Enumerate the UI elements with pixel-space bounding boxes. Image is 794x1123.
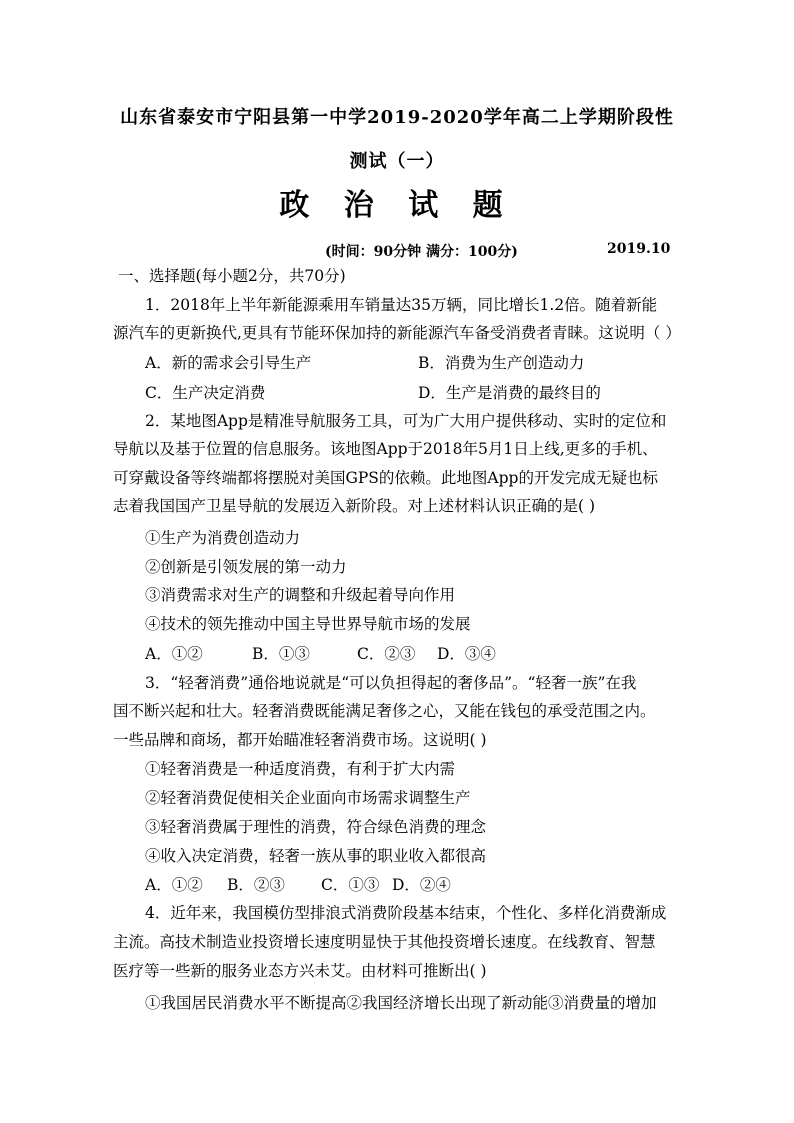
q3-statement: ③轻奢消费属于理性的消费，符合绿色消费的理念 <box>145 818 487 836</box>
q1-option-b: B．消费为生产创造动力 <box>418 354 585 372</box>
q4-line: 医疗等一些新的服务业态方兴未艾。由材料可推断出( ) <box>113 962 487 980</box>
q3-option-c: C．①③ <box>321 876 380 894</box>
q2-option-c: C．②③ <box>357 645 416 663</box>
q2-option-b: B．①③ <box>252 645 310 663</box>
time-info: (时间：90分钟 满分：100分) <box>325 244 518 260</box>
q3-statement: ①轻奢消费是一种适度消费，有利于扩大内需 <box>145 760 456 778</box>
q3-statement: ④收入决定消费，轻奢一族从事的职业收入都很高 <box>145 847 487 865</box>
q3-line: 3．“轻奢消费”通俗地说就是“可以负担得起的奢侈品”。“轻奢一族”在我 <box>145 674 637 692</box>
exam-title-line2: 测试（一） <box>349 151 445 172</box>
q3-line: 一些品牌和商场，都开始瞄准轻奢消费市场。这说明( ) <box>113 731 487 749</box>
q4-statement: ①我国居民消费水平不断提高②我国经济增长出现了新动能③消费量的增加 <box>145 994 657 1012</box>
q4-line: 4．近年来，我国模仿型排浪式消费阶段基本结束，个性化、多样化消费渐成 <box>145 904 667 922</box>
q1-line: 1．2018年上半年新能源乘用车销量达35万辆，同比增长1.2倍。随着新能 <box>145 296 658 314</box>
q2-line: 2．某地图App是精准导航服务工具，可为广大用户提供移动、实时的定位和 <box>145 412 667 430</box>
q2-line: 导航以及基于位置的信息服务。该地图App于2018年5月1日上线,更多的手机、 <box>113 440 658 458</box>
q3-option-b: B．②③ <box>227 876 285 894</box>
q2-statement: ①生产为消费创造动力 <box>145 529 301 547</box>
exam-meta <box>325 241 671 261</box>
q1-option-c: C．生产决定消费 <box>145 384 266 402</box>
q2-line: 可穿戴设备等终端都将摆脱对美国GPS的依赖。此地图App的开发完成无疑也标 <box>113 469 658 487</box>
q2-option-d: D．③④ <box>437 645 496 663</box>
q3-option-a: A．①② <box>145 876 203 894</box>
exam-date: 2019.10 <box>607 241 671 257</box>
q1-line: 源汽车的更新换代,更具有节能环保加持的新能源汽车备受消费者青睐。这说明（ ） <box>113 324 681 342</box>
q1-option-a: A．新的需求会引导生产 <box>145 354 312 372</box>
section-heading: 一、选择题(每小题2分，共70分) <box>118 267 346 285</box>
q2-statement: ④技术的领先推动中国主导世界导航市场的发展 <box>145 615 471 633</box>
q3-statement: ②轻奢消费促使相关企业面向市场需求调整生产 <box>145 789 471 807</box>
q2-statement: ③消费需求对生产的调整和升级起着导向作用 <box>145 586 456 604</box>
q3-line: 国不断兴起和壮大。轻奢消费既能满足奢侈之心，又能在钱包的承受范围之内。 <box>113 702 656 720</box>
q2-line: 志着我国国产卫星导航的发展迈入新阶段。对上述材料认识正确的是( ) <box>113 497 596 515</box>
q2-option-a: A．①② <box>145 645 203 663</box>
q3-option-d: D．②④ <box>392 876 451 894</box>
q2-statement: ②创新是引领发展的第一动力 <box>145 558 347 576</box>
q1-option-d: D．生产是消费的最终目的 <box>418 384 601 402</box>
q4-line: 主流。高技术制造业投资增长速度明显快于其他投资增长速度。在线教育、智慧 <box>113 933 656 951</box>
subject-title: 政 治 试 题 <box>279 188 515 223</box>
exam-title-line1: 山东省泰安市宁阳县第一中学2019-2020学年高二上学期阶段性 <box>120 107 674 128</box>
